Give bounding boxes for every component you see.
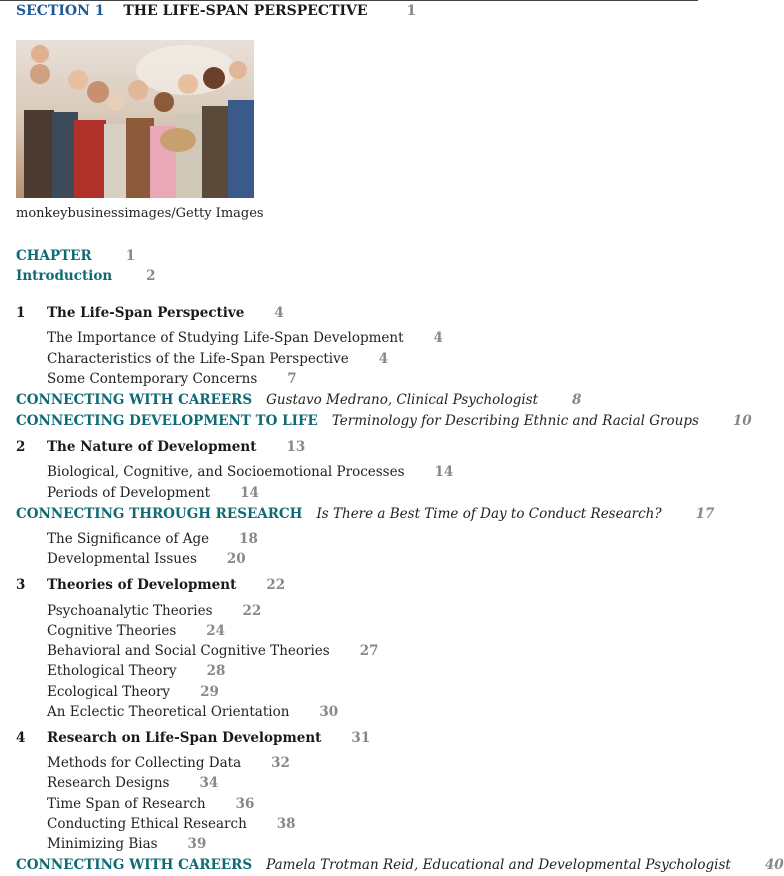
- section-row[interactable]: [47, 642, 379, 660]
- chapter-number: 2: [16, 439, 26, 455]
- section-page: 7: [287, 371, 297, 387]
- section-row[interactable]: [47, 463, 453, 481]
- section-title: The Significance of Age: [47, 531, 210, 547]
- section-title: Cognitive Theories: [47, 623, 177, 639]
- chapter-page: 13: [286, 439, 306, 455]
- chapter-label: CHAPTER: [16, 248, 92, 264]
- feature-label: CONNECTING WITH CAREERS: [16, 392, 253, 408]
- chapter-page: 22: [266, 577, 286, 593]
- section-title: Biological, Cognitive, and Socioemotional Processes: [47, 464, 405, 480]
- section-title: Some Contemporary Concerns: [47, 371, 258, 387]
- feature-label: CONNECTING DEVELOPMENT TO LIFE: [16, 413, 318, 429]
- section-page: 28: [206, 663, 226, 679]
- section-row[interactable]: [47, 370, 297, 388]
- chapter-number: 1: [16, 305, 26, 321]
- feature-title: Is There a Best Time of Day to Conduct Research?: [316, 506, 662, 522]
- section-row[interactable]: [47, 754, 290, 772]
- section-title: Conducting Ethical Research: [47, 816, 247, 832]
- section-row[interactable]: [47, 602, 261, 620]
- section-page: 30: [319, 704, 339, 720]
- chapter-title: Theories of Development: [47, 577, 237, 593]
- section-title: Ethological Theory: [47, 663, 177, 679]
- intro-row[interactable]: [16, 267, 156, 285]
- feature-row[interactable]: [16, 505, 714, 523]
- chapter-page: 4: [274, 305, 284, 321]
- feature-title: Gustavo Medrano, Clinical Psychologist: [266, 392, 539, 408]
- section-title: Behavioral and Social Cognitive Theories: [47, 643, 330, 659]
- chapter-number: 4: [16, 730, 26, 746]
- section-page: 22: [242, 603, 262, 619]
- section-title: Minimizing Bias: [47, 836, 158, 852]
- section-page: 14: [434, 464, 454, 480]
- section-title: Research Designs: [47, 775, 170, 791]
- chapter-row[interactable]: [16, 576, 285, 594]
- section-row[interactable]: [47, 662, 225, 680]
- feature-label: CONNECTING THROUGH RESEARCH: [16, 506, 303, 522]
- section-title: Methods for Collecting Data: [47, 755, 242, 771]
- feature-page: 17: [695, 506, 715, 522]
- section-row[interactable]: [47, 815, 296, 833]
- section-row[interactable]: [47, 530, 258, 548]
- section-page: 1: [406, 3, 417, 19]
- section-row[interactable]: [47, 683, 219, 701]
- family-photo: [16, 40, 254, 198]
- chapter-row[interactable]: [16, 729, 370, 747]
- section-row[interactable]: [47, 703, 338, 721]
- section-title: Characteristics of the Life-Span Perspective: [47, 351, 349, 367]
- photo-credit: monkeybusinessimages/Getty Images: [16, 206, 264, 221]
- section-row[interactable]: [47, 484, 259, 502]
- feature-title: Terminology for Describing Ethnic and Racial Groups: [331, 413, 699, 429]
- chapter-label-row: [16, 247, 135, 265]
- section-page: 18: [239, 531, 258, 547]
- section-page: 4: [433, 330, 443, 346]
- feature-label: CONNECTING WITH CAREERS: [16, 857, 253, 873]
- intro-page: 2: [146, 268, 156, 284]
- chapter-row[interactable]: [16, 304, 284, 322]
- section-page: 24: [206, 623, 226, 639]
- section-label: SECTION 1: [16, 3, 105, 19]
- chapter-number: 3: [16, 577, 26, 593]
- section-title: THE LIFE-SPAN PERSPECTIVE: [123, 3, 368, 19]
- section-page: 27: [359, 643, 379, 659]
- feature-page: 10: [732, 413, 752, 429]
- feature-row[interactable]: [16, 412, 752, 430]
- section-title: The Importance of Studying Life-Span Development: [47, 330, 404, 346]
- section-page: 36: [235, 796, 255, 812]
- section-row[interactable]: [47, 835, 206, 853]
- chapter-title: The Nature of Development: [47, 439, 257, 455]
- section-title: Ecological Theory: [47, 684, 171, 700]
- section-page: 34: [199, 775, 219, 791]
- section-page: 32: [271, 755, 290, 771]
- section-title: Time Span of Research: [47, 796, 206, 812]
- section-page: 4: [378, 351, 389, 367]
- section-header: [16, 3, 416, 19]
- section-row[interactable]: [47, 350, 388, 368]
- feature-page: 8: [572, 392, 582, 408]
- section-page: 39: [187, 836, 207, 852]
- feature-row[interactable]: [16, 391, 581, 409]
- chapter-page: 31: [351, 730, 371, 746]
- section-row[interactable]: [47, 795, 254, 813]
- chapter-row[interactable]: [16, 438, 305, 456]
- feature-row[interactable]: [16, 856, 784, 874]
- section-title: Psychoanalytic Theories: [47, 603, 213, 619]
- section-page: 38: [276, 816, 296, 832]
- top-rule: [0, 0, 698, 1]
- section-title: An Eclectic Theoretical Orientation: [47, 704, 290, 720]
- chapter-title: Research on Life-Span Development: [47, 730, 322, 746]
- feature-title: Pamela Trotman Reid, Educational and Developmental Psychologist: [266, 857, 731, 873]
- section-row[interactable]: [47, 774, 218, 792]
- chapter-title: The Life-Span Perspective: [47, 305, 245, 321]
- feature-page: 40: [764, 857, 784, 873]
- section-row[interactable]: [47, 329, 443, 347]
- section-page: 20: [226, 551, 246, 567]
- section-title: Periods of Development: [47, 485, 211, 501]
- section-row[interactable]: [47, 550, 246, 568]
- section-row[interactable]: [47, 622, 225, 640]
- section-title: Developmental Issues: [47, 551, 197, 567]
- section-page: 14: [240, 485, 259, 501]
- chapter-number: 1: [125, 248, 136, 264]
- intro-title: Introduction: [16, 268, 113, 284]
- section-page: 29: [200, 684, 219, 700]
